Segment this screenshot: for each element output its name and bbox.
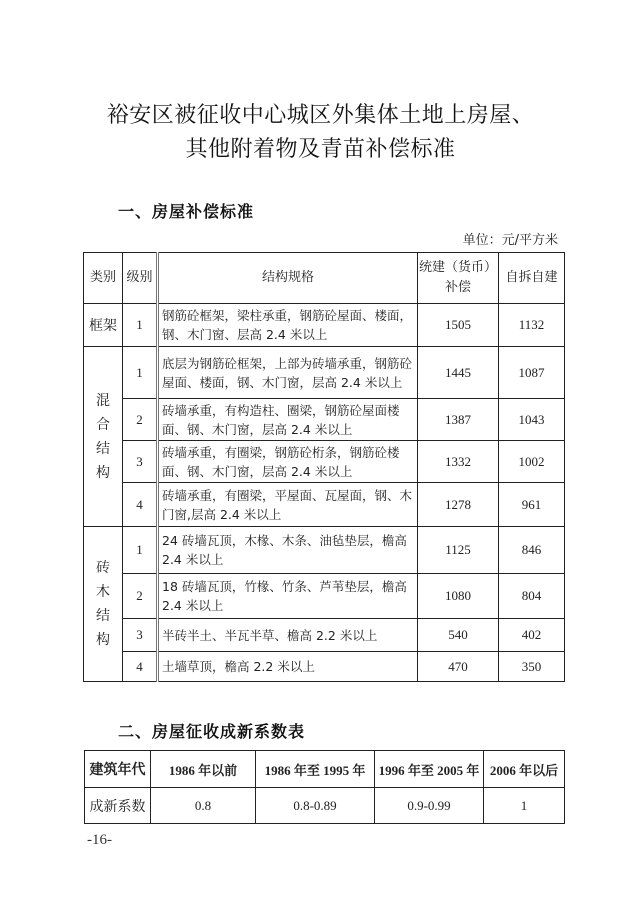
category-char: 混 [96,392,110,409]
unit-label: 单位：元/平方米 [462,233,558,248]
table-row-building-era [85,751,565,788]
table-row [84,347,565,399]
row-header-newness-coefficient: 成新系数 [85,788,151,824]
page-number: -16- [87,832,112,848]
spec-cell: 底层为钢筋砼框架，上部为砖墙承重，钢筋砼屋面、楼面，钢、木门窗，层高 2.4 米以上 [158,347,418,399]
spec-cell: 钢筋砼框架，梁柱承重，钢筋砼屋面、楼面，钢、木门窗、层高 2.4 米以上 [158,304,418,347]
level-cell: 4 [123,483,158,527]
spec-cell: 18 砖墙瓦顶，竹椽、竹条、芦苇垫层，檐高 2.4 米以上 [158,574,418,619]
unified-value: 540 [418,619,499,652]
era-cell: 1986 年至 1995 年 [256,751,375,788]
category-char: 结 [96,440,110,457]
table-header-row [84,253,565,304]
newness-coefficient-table [84,750,565,824]
header-spec: 结构规格 [158,253,418,304]
spec-cell: 砖墙承重，有构造柱、圈梁，钢筋砼屋面楼面、钢、木门窗，层高 2.4 米以上 [158,399,418,441]
level-cell: 1 [123,527,158,574]
self-build-value: 1002 [499,441,565,483]
header-unified-line-1: 统建（货币） [418,260,497,275]
table-row [84,619,565,652]
section-2-heading: 二、房屋征收成新系数表 [118,722,306,741]
unified-value: 1080 [418,574,499,619]
table-row [84,399,565,441]
era-cell: 1986 年以前 [151,751,256,788]
unified-value: 1387 [418,399,499,441]
era-cell: 1996 年至 2005 年 [375,751,484,788]
coefficient-cell: 0.9-0.99 [375,788,484,824]
unified-value: 1445 [418,347,499,399]
self-build-value: 961 [499,483,565,527]
category-mixed-structure [84,347,123,527]
level-cell: 3 [123,441,158,483]
spec-cell: 砖墙承重，有圈梁，钢筋砼桁条，钢筋砼楼面、钢、木门窗，层高 2.4 米以上 [158,441,418,483]
table-row [84,652,565,682]
unified-value: 1125 [418,527,499,574]
document-title-line-1: 裕安区被征收中心城区外集体土地上房屋、 [106,103,535,128]
category-char: 构 [96,464,110,481]
header-self-build: 自拆自建 [499,253,565,304]
table-row [84,483,565,527]
era-cell: 2006 年以后 [484,751,565,788]
unified-value: 1332 [418,441,499,483]
self-build-value: 1043 [499,399,565,441]
unified-value: 470 [418,652,499,682]
header-unified-line-2: 补偿 [444,280,471,295]
coefficient-cell: 0.8 [151,788,256,824]
coefficient-cell: 1 [484,788,565,824]
header-unified-compensation [418,253,499,304]
table-row-newness-coefficient [85,788,565,824]
self-build-value: 1087 [499,347,565,399]
header-category: 类别 [84,253,123,304]
category-char: 结 [96,608,110,624]
category-char: 构 [96,632,110,648]
category-char: 木 [96,584,110,600]
document-title-line-2: 其他附着物及青苗补偿标准 [185,137,456,162]
spec-cell: 土墙草顶，檐高 2.2 米以上 [158,652,418,682]
row-header-building-era: 建筑年代 [85,751,151,788]
coefficient-cell: 0.8-0.89 [256,788,375,824]
category-char: 砖 [96,560,110,576]
level-cell: 1 [123,304,158,347]
self-build-value: 1132 [499,304,565,347]
category-char: 合 [96,416,110,433]
self-build-value: 846 [499,527,565,574]
table-row [84,527,565,574]
self-build-value: 402 [499,619,565,652]
unified-value: 1505 [418,304,499,347]
level-cell: 1 [123,347,158,399]
self-build-value: 350 [499,652,565,682]
self-build-value: 804 [499,574,565,619]
level-cell: 2 [123,399,158,441]
category-brick-wood-structure [84,527,123,682]
level-cell: 4 [123,652,158,682]
section-1-heading: 一、房屋补偿标准 [118,202,255,221]
table-row [84,574,565,619]
header-level: 级别 [123,253,158,304]
spec-cell: 半砖半土、半瓦半草、檐高 2.2 米以上 [158,619,418,652]
house-compensation-table [83,252,565,682]
level-cell: 2 [123,574,158,619]
table-row [84,441,565,483]
spec-cell: 24 砖墙瓦顶，木椽、木条、油毡垫层，檐高 2.4 米以上 [158,527,418,574]
category-frame: 框架 [84,304,123,347]
level-cell: 3 [123,619,158,652]
table-row [84,304,565,347]
spec-cell: 砖墙承重，有圈梁，平屋面、瓦屋面，钢、木门窗,层高 2.4 米以上 [158,483,418,527]
unified-value: 1278 [418,483,499,527]
